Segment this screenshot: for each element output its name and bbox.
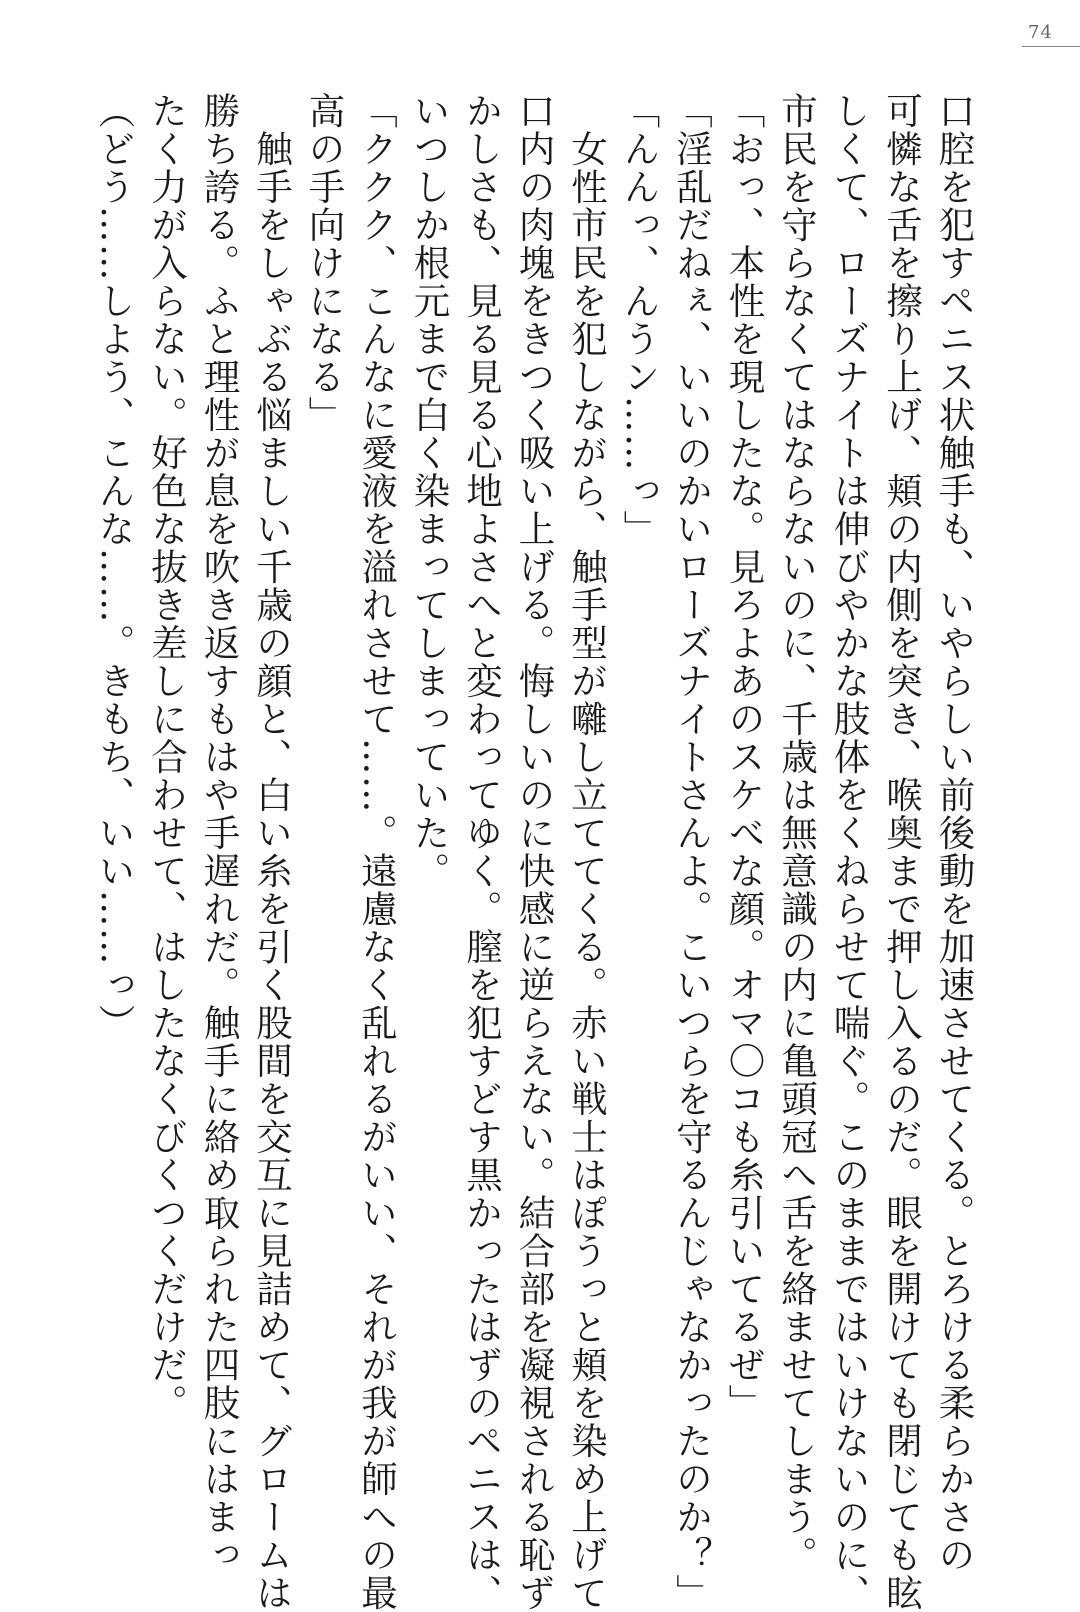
text-line: 「んんっ、んうン……っ」	[618, 92, 661, 548]
text-line: 「おっ、本性を現したな。見ろよあのスケべな顔。オマ〇コも糸引いてるぜ」	[723, 92, 766, 1422]
page-number: 74	[1028, 22, 1053, 43]
text-line: 勝ち誇る。ふと理性が息を吹き返すもはや手遅れだ。触手に絡め取られた四肢にはまっ	[198, 92, 241, 1574]
text-line: 触手をしゃぶる悩ましい千歳の顔と、白い糸を引く股間を交互に見詰めて、グロームは	[250, 92, 294, 1612]
body-text	[88, 92, 981, 1612]
text-line: たく力が入らない。好色な抜き差しに合わせて、はしたなくびくつくだけだ。	[145, 92, 189, 1422]
text-line: 女性市民を犯しながら、触手型が囃し立ててくる。赤い戦士はぽうっと頬を染め上げて	[565, 92, 609, 1612]
text-line: 「ククク、こんなに愛液を溢れさせて……。遠慮なく乱れるがいい、それが我が師への最	[355, 92, 399, 1612]
text-line: 口内の肉塊をきつく吸い上げる。悔しいのに快感に逆らえない。結合部を凝視される恥ず	[513, 92, 556, 1612]
text-line: 「淫乱だねぇ、いいのかいローズナイトさんよ。こいつらを守るんじゃなかったのか？」	[670, 92, 714, 1612]
text-line: 市民を守らなくてはならないのに、千歳は無意識の内に亀頭冠へ舌を絡ませてしまう。	[775, 92, 819, 1574]
text-line: 高の手向けになる」	[303, 92, 346, 434]
page-number-divider	[1022, 46, 1080, 47]
text-line: 口腔を犯すペニス状触手も、いやらしい前後動を加速させてくる。とろける柔らかさの	[933, 92, 976, 1574]
text-line: 可憐な舌を擦り上げ、頬の内側を突き、喉奥まで押し入るのだ。眼を開けても閉じても眩	[880, 92, 924, 1612]
text-line: かしさも、見る見る心地よさへと変わってゆく。膣を犯すどす黒かったはずのペニスは、	[460, 92, 504, 1612]
text-line: いつしか根元まで白く染まってしまっていた。	[408, 92, 451, 890]
text-line: （どう……しよう、こんな……。きもち、いい……っ）	[93, 92, 136, 1042]
text-line: しくて、ローズナイトは伸びやかな肢体をくねらせて喘ぐ。このままではいけないのに、	[828, 92, 871, 1612]
